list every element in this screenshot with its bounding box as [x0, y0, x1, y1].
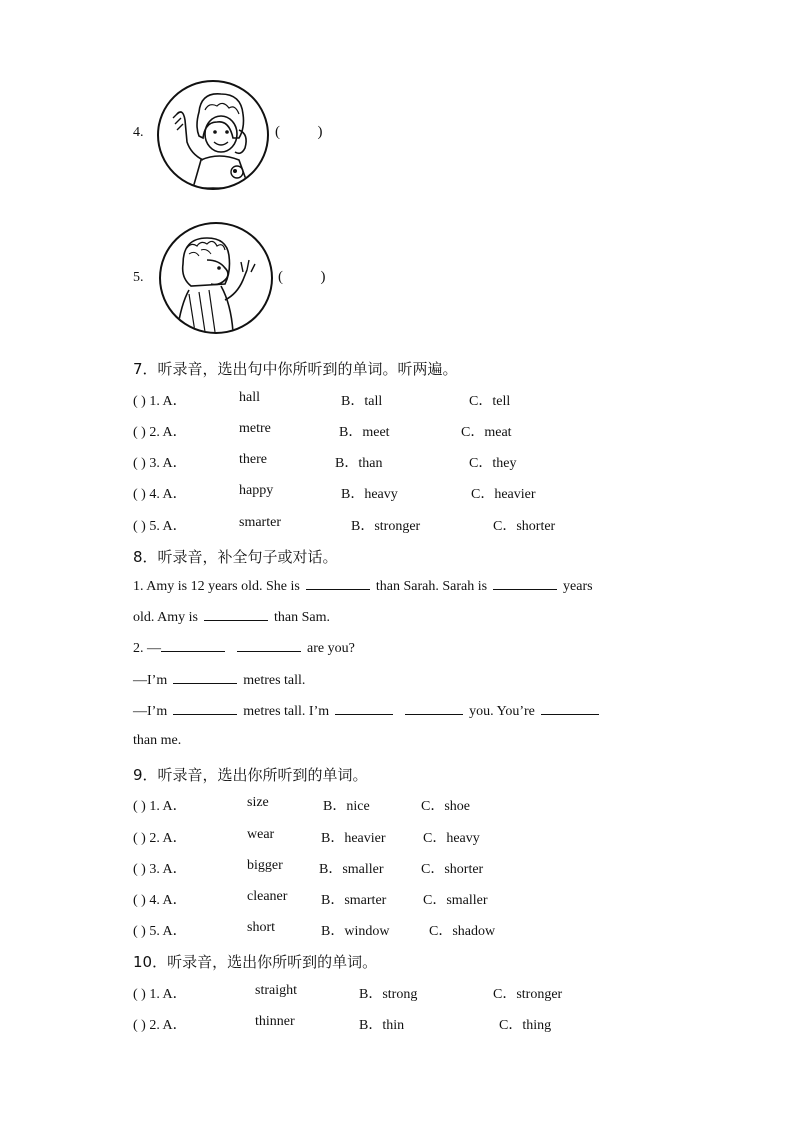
fill-blank[interactable]: [161, 639, 225, 652]
fill-blank[interactable]: [335, 702, 393, 715]
picture-number: 5.: [133, 270, 144, 285]
option-a: cleaner: [247, 889, 288, 904]
option-b: B．heavy: [341, 487, 398, 502]
q8-line-2: [133, 608, 330, 626]
fill-blank[interactable]: [173, 671, 237, 684]
option-c: C．shorter: [493, 519, 556, 534]
option-c: C．stronger: [493, 987, 563, 1002]
q8-line-3: [133, 639, 355, 657]
boy-raising-hand-illustration: [159, 222, 273, 334]
option-c: C．heavy: [423, 831, 480, 846]
option-b: B．stronger: [351, 519, 421, 534]
text: you. You’re: [469, 704, 535, 719]
q8-line-1: [133, 577, 593, 595]
option-c: C．smaller: [423, 893, 488, 908]
item-prefix: ( ) 2. A．: [133, 1018, 187, 1033]
picture-number: 4.: [133, 125, 144, 140]
text: —I’m: [133, 673, 168, 688]
text: are you?: [307, 641, 355, 656]
option-c: C．shorter: [421, 862, 484, 877]
text: than Sam.: [273, 610, 330, 625]
option-a: short: [247, 920, 275, 935]
text: metres tall. I’m: [243, 704, 330, 719]
text: metres tall.: [243, 673, 306, 688]
option-a: straight: [255, 983, 297, 998]
option-c: C．meat: [461, 425, 512, 440]
option-c: C．thing: [499, 1018, 552, 1033]
item-prefix: ( ) 5. A．: [133, 924, 187, 939]
fill-blank[interactable]: [173, 702, 237, 715]
option-c: C．they: [469, 456, 517, 471]
option-c: C．tell: [469, 394, 511, 409]
question-8-title: 8．听录音，补全句子或对话。: [133, 548, 338, 566]
item-prefix: ( ) 5. A．: [133, 519, 187, 534]
item-prefix: ( ) 1. A．: [133, 987, 187, 1002]
option-a: wear: [247, 827, 275, 842]
question-10-title: 10．听录音，选出你所听到的单词。: [133, 953, 378, 971]
option-a: happy: [239, 483, 274, 498]
item-prefix: ( ) 3. A．: [133, 862, 187, 877]
option-a: size: [247, 795, 269, 810]
option-b: B．nice: [323, 799, 370, 814]
question-7-title: 7．听录音，选出句中你所听到的单词。听两遍。: [133, 360, 458, 378]
option-a: metre: [239, 421, 271, 436]
option-b: B．meet: [339, 425, 390, 440]
fill-blank[interactable]: [306, 577, 370, 590]
option-b: B．smarter: [321, 893, 387, 908]
fill-blank[interactable]: [405, 702, 463, 715]
fill-blank[interactable]: [204, 608, 268, 621]
option-c: C．shoe: [421, 799, 470, 814]
text: years: [563, 579, 593, 594]
fill-blank[interactable]: [541, 702, 599, 715]
option-b: B．thin: [359, 1018, 405, 1033]
item-prefix: ( ) 4. A．: [133, 487, 187, 502]
option-a: hall: [239, 390, 260, 405]
boy-waving-on-phone-illustration: [157, 80, 269, 190]
option-b: B．smaller: [319, 862, 384, 877]
option-a: smarter: [239, 515, 281, 530]
item-prefix: ( ) 1. A．: [133, 394, 187, 409]
item-prefix: ( ) 1. A．: [133, 799, 187, 814]
option-b: B．than: [335, 456, 383, 471]
text: —I’m: [133, 704, 168, 719]
option-c: C．heavier: [471, 487, 536, 502]
q8-line-4: [133, 671, 305, 689]
fill-blank[interactable]: [493, 577, 557, 590]
option-b: B．heavier: [321, 831, 386, 846]
answer-parentheses: ( ): [275, 124, 323, 140]
text: than Sarah. Sarah is: [375, 579, 488, 594]
option-c: C．shadow: [429, 924, 496, 939]
item-prefix: ( ) 2. A．: [133, 831, 187, 846]
q8-line-5: [133, 702, 605, 720]
text: old. Amy is: [133, 610, 198, 625]
answer-parentheses: ( ): [278, 269, 326, 285]
option-a: there: [239, 452, 267, 467]
q8-line-6: than me.: [133, 733, 182, 748]
option-a: thinner: [255, 1014, 295, 1029]
text: 1. Amy is 12 years old. She is: [133, 579, 300, 594]
option-a: bigger: [247, 858, 283, 873]
item-prefix: ( ) 3. A．: [133, 456, 187, 471]
option-b: B．tall: [341, 394, 383, 409]
text: 2. —: [133, 641, 161, 656]
option-b: B．window: [321, 924, 390, 939]
fill-blank[interactable]: [237, 639, 301, 652]
item-prefix: ( ) 4. A．: [133, 893, 187, 908]
question-9-title: 9．听录音，选出你所听到的单词。: [133, 766, 368, 784]
item-prefix: ( ) 2. A．: [133, 425, 187, 440]
option-b: B．strong: [359, 987, 418, 1002]
